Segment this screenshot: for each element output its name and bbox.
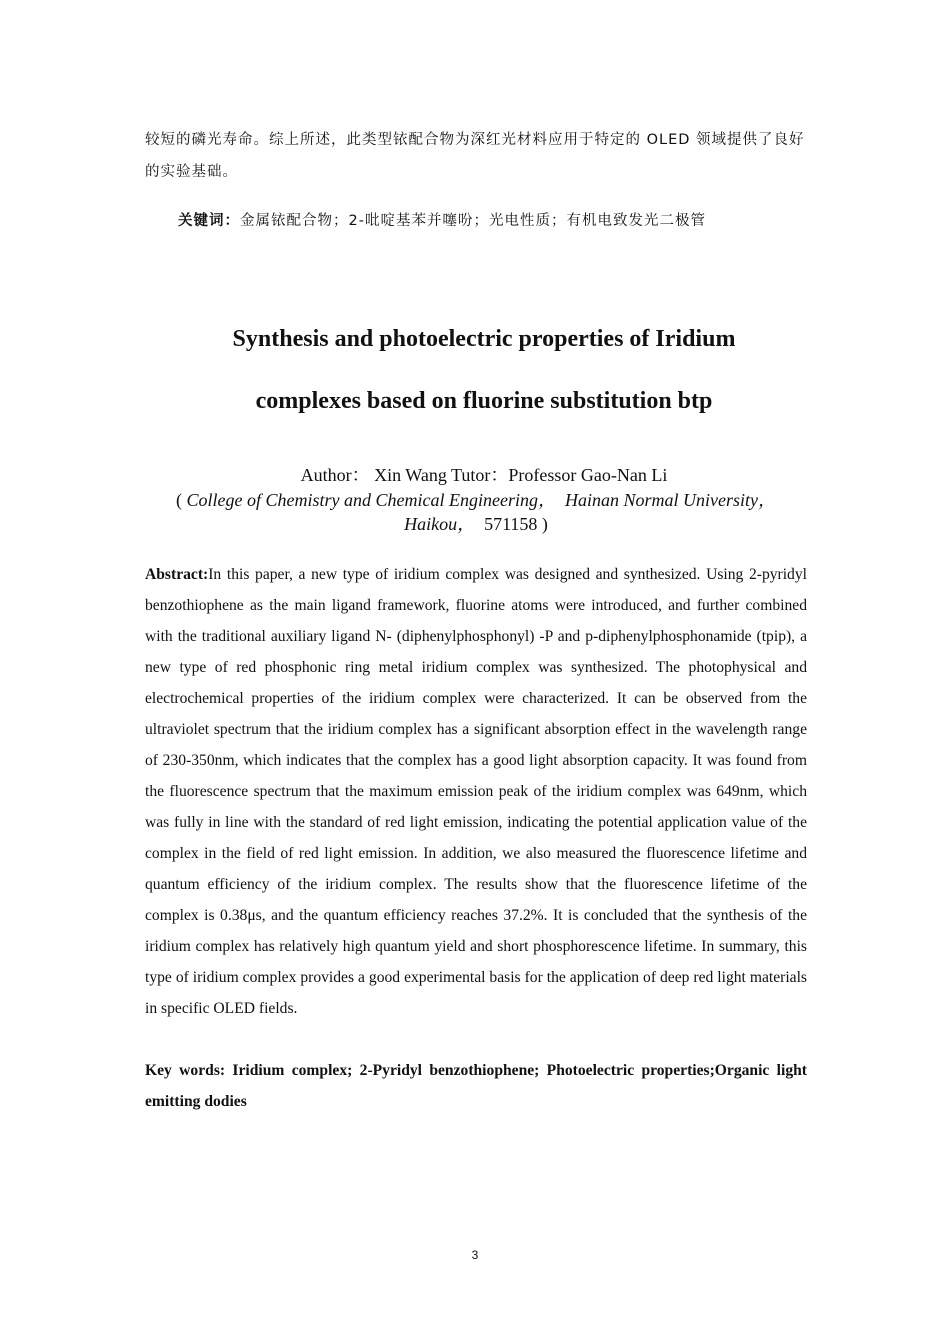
affiliation-college: College of Chemistry and Chemical Engineering，: [186, 490, 556, 510]
affiliation-close: ): [537, 514, 548, 534]
english-title-line1: Synthesis and photoelectric properties of Iridium: [232, 326, 736, 352]
affiliation-open: (: [176, 490, 187, 510]
chinese-keywords: [178, 207, 706, 235]
english-keywords: [145, 1055, 807, 1117]
affiliation-university: Hainan Normal University，: [564, 490, 776, 510]
english-abstract: [145, 559, 807, 1024]
english-keywords-label: Key words:: [145, 1062, 233, 1079]
chinese-abstract-continuation: 较短的磷光寿命。综上所述，此类型铱配合物为深红光材料应用于特定的 OLED 领域提供了良好的实验基础。: [145, 132, 805, 180]
affiliation-postcode: 571158: [484, 514, 538, 534]
english-title-line2: complexes based on fluorine substitution btp: [255, 388, 713, 414]
affiliation-city: Haikou，: [404, 514, 476, 534]
page-number: 3: [471, 1248, 479, 1262]
english-keywords-text: Iridium complex; 2-Pyridyl benzothiophene; Photoelectric properties;Organic light emitting dodies: [145, 1062, 807, 1110]
abstract-text: In this paper, a new type of iridium complex was designed and synthesized. Using 2-pyridyl benzothiophene as the main ligand framework, fluorine atoms were introduced, and further combined with the traditional auxiliary ligand N- (diphenylphosphonyl) -P and p-diphenylphosphonamide (tpip), a new type of red phosphonic ring metal iridium complex was synthesized. The photophysical and electrochemical properties of the iridium complex were characterized. It can be observed from the ultraviolet spectrum that the iridium complex has a significant absorption effect in the wavelength range of 230-350nm, which indicates that the complex has a good light absorption capacity. It was found from the fluorescence spectrum that the maximum emission peak of the iridium complex was 649nm, which was fully in line with the standard of red light emission, indicating the potential application value of the complex in the field of red light emission. In addition, we also measured the fluorescence lifetime and quantum efficiency of the iridium complex. The results show that the fluorescence lifetime of the complex is 0.38μs, and the quantum efficiency reaches 37.2%. It is concluded that the synthesis of the iridium complex has relatively high quantum yield and short phosphorescence lifetime. In summary, this type of iridium complex provides a good experimental basis for the application of deep red light materials in specific OLED fields.: [145, 566, 807, 1017]
affiliation: [145, 488, 807, 536]
abstract-label: Abstract:: [145, 566, 209, 583]
chinese-keywords-label: 关键词：: [178, 213, 240, 229]
chinese-keywords-text: 金属铱配合物；2-吡啶基苯并噻吩；光电性质；有机电致发光二极管: [240, 213, 706, 229]
author-line: Author： Xin Wang Tutor：Professor Gao-Nan Li: [300, 465, 668, 485]
